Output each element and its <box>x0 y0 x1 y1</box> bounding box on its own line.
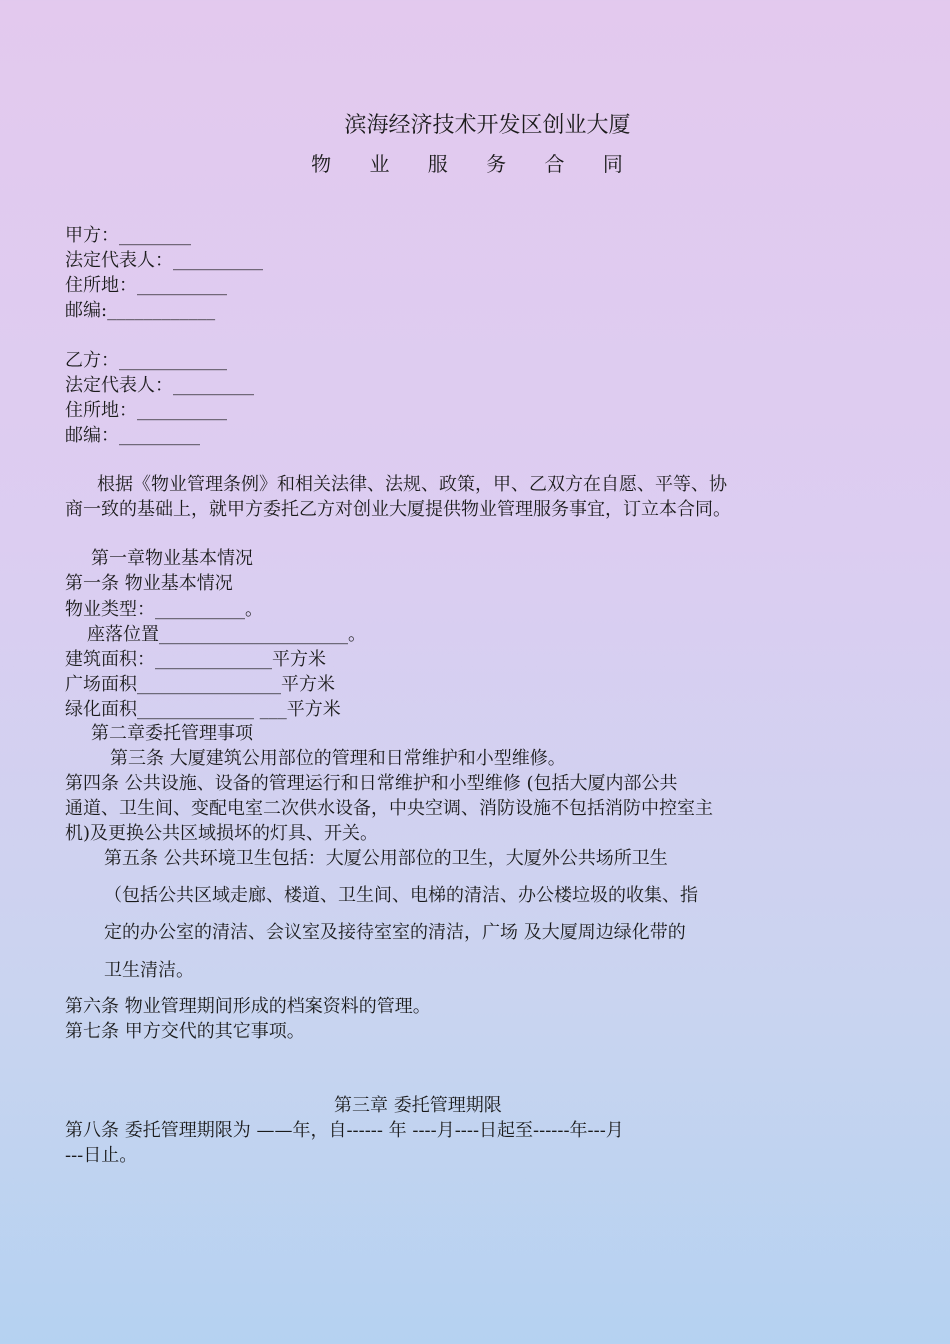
article-8-line-1: 第八条 委托管理期限为 ——年，自------ 年 ----月----日起至------年---月 <box>65 1120 624 1141</box>
party-a-postcode: 邮编:____________ <box>65 300 216 321</box>
property-location: 座落位置_____________________。 <box>87 624 366 645</box>
building-area: 建筑面积：_____________平方米 <box>65 649 326 670</box>
document-title: 滨海经济技术开发区创业大厦 <box>344 113 631 138</box>
article-5-line-4: 卫生清洁。 <box>104 960 194 981</box>
article-4-line-2: 通道、卫生间、变配电室二次供水设备，中央空调、消防设施不包括消防中控室主 <box>65 798 713 819</box>
chapter1-heading: 第一章物业基本情况 <box>91 548 253 569</box>
party-a-representative: 法定代表人：__________ <box>65 250 263 271</box>
party-b-representative: 法定代表人：_________ <box>65 375 254 396</box>
party-a-name: 甲方：________ <box>65 225 191 246</box>
article-5-line-3: 定的办公室的清洁、会议室及接待室室的清洁，广场 及大厦周边绿化带的 <box>104 922 686 943</box>
plaza-area: 广场面积________________平方米 <box>65 674 335 695</box>
party-b-name: 乙方：____________ <box>65 350 227 371</box>
article-4-line-3: 机)及更换公共区域损坏的灯具、开关。 <box>65 823 379 844</box>
chapter2-heading: 第二章委托管理事项 <box>91 723 253 744</box>
document-subtitle: 物 业 服 务 合 同 <box>311 152 639 176</box>
article-7: 第七条 甲方交代的其它事项。 <box>65 1021 305 1042</box>
chapter3-heading: 第三章 委托管理期限 <box>334 1095 502 1116</box>
article-8-line-2: ---日止。 <box>65 1145 138 1166</box>
property-type: 物业类型：__________。 <box>65 599 263 620</box>
article-1: 第一条 物业基本情况 <box>65 573 233 594</box>
preamble-line-2: 商一致的基础上，就甲方委托乙方对创业大厦提供物业管理服务事宜，订立本合同。 <box>65 499 731 520</box>
article-6: 第六条 物业管理期间形成的档案资料的管理。 <box>65 996 431 1017</box>
party-a-address: 住所地：__________ <box>65 275 227 296</box>
green-area: 绿化面积_____________ ___平方米 <box>65 699 341 720</box>
party-b-postcode: 邮编：_________ <box>65 425 200 446</box>
article-4-line-1: 第四条 公共设施、设备的管理运行和日常维护和小型维修 (包括大厦内部公共 <box>65 773 678 794</box>
preamble-line-1: 根据《物业管理条例》和相关法律、法规、政策，甲、乙双方在自愿、平等、协 <box>97 474 727 495</box>
article-5-line-1: 第五条 公共环境卫生包括：大厦公用部位的卫生，大厦外公共场所卫生 <box>104 848 668 869</box>
article-5-line-2: （包括公共区域走廊、楼道、卫生间、电梯的清洁、办公楼垃圾的收集、指 <box>104 885 698 906</box>
article-3: 第三条 大厦建筑公用部位的管理和日常维护和小型维修。 <box>110 748 566 769</box>
party-b-address: 住所地：__________ <box>65 400 227 421</box>
